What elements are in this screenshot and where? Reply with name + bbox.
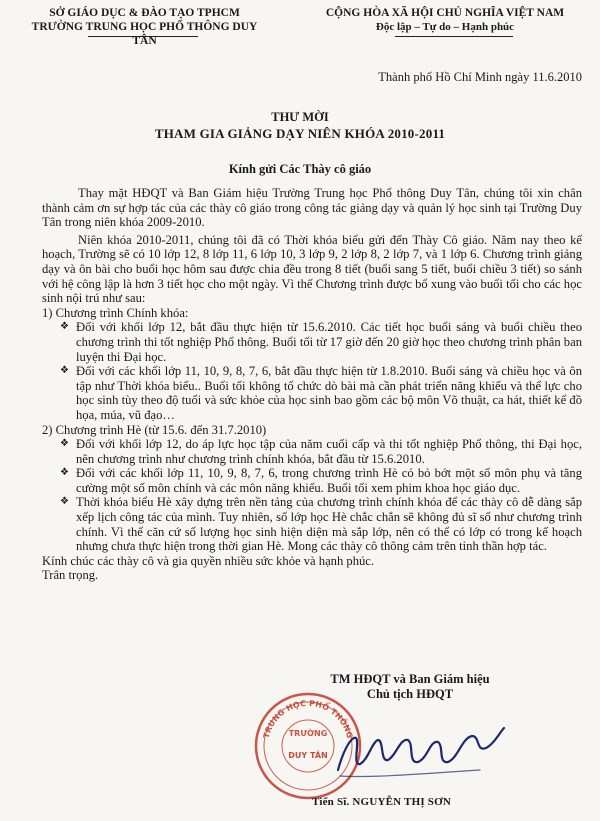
- sender-header: [22, 6, 267, 48]
- letter-body: [42, 186, 582, 583]
- intro-paragraph: Thay mặt HĐQT và Ban Giám hiệu Trường Trung học Phổ thông Duy Tân, chúng tôi xin chân thành cảm ơn sự hợp tác của các thày cô giáo trong công tác giảng dạy và quản lý học sinh tại Trường Duy Tân trong niên khóa 2009-2010.: [42, 186, 582, 230]
- section-1-heading: 1) Chương trình Chính khóa:: [42, 305, 189, 320]
- closing-wishes: Kính chúc các thày cô và gia quyền nhiều sức khỏe và hạnh phúc.: [42, 553, 375, 568]
- seal-school-name: DUY TÂN: [288, 751, 328, 760]
- list-item: ❖ Thời khóa biểu Hè xây dựng trên nền tảng của chương trình chính khóa để các thày cô dễ dàng sắp xếp lịch công tác của mình. Tuy nhiên, số lớp học Hè chắc chắn sẽ không đủ sĩ số như chương trình chính. Vì thế căn cứ số lượng học sinh hiện diện mà sắp lớp, nên có thể có lớp có trong kế hoạch nhưng chưa thực hiện trong thời gian Hè. Mong các thày cô thông cảm trên tinh thần hợp tác.: [60, 495, 582, 553]
- national-title: CỘNG HÒA XÃ HỘI CHỦ NGHĨA VIỆT NAM: [325, 7, 565, 19]
- place-date: Thành phố Hồ Chí Minh ngày 11.6.2010: [378, 70, 582, 84]
- signing-title: Chủ tịch HĐQT: [366, 687, 454, 701]
- sender-school: TRƯỜNG TRUNG HỌC PHỔ THÔNG DUY TÂN: [31, 21, 258, 47]
- seal-top-text: TRUNG HỌC PHỔ THÔNG: [261, 698, 355, 740]
- document-subtitle: THAM GIA GIẢNG DẠY NIÊN KHÓA 2010-2011: [154, 126, 446, 141]
- national-motto: Độc lập – Tự do – Hạnh phúc: [375, 21, 515, 33]
- list-item: ❖ Đối với các khối lớp 11, 10, 9, 8, 7, 6, trong chương trình Hè có bỏ bớt một số môn phụ và tăng cường một số môn chính và các môn năng khiếu. Buổi tối xem phim khoa học giáo dục.: [60, 466, 582, 495]
- header-left-divider: [88, 36, 198, 37]
- header-right-divider: [395, 36, 513, 37]
- signing-authority: TM HĐQT và Ban Giám hiệu: [330, 672, 490, 686]
- sender-department: SỞ GIÁO DỤC & ĐÀO TẠO TPHCM: [49, 7, 240, 19]
- list-item: ❖ Đối với các khối lớp 11, 10, 9, 8, 7, 6, bắt đầu thực hiện từ 1.8.2010. Buổi sáng và chiều học và ôn tập như Thời khóa biểu.. Buổi tối không tổ chức dò bài mà cần phát triển năng khiếu và thể lực cho học sinh tùy theo độ tuổi và sức khỏe của học sinh bao gồm các bộ môn Võ thuật, ca hát, thiết kế đồ họa, múa, vũ đạo…: [60, 364, 582, 422]
- handwritten-signature: [330, 718, 510, 788]
- document-title: THƯ MỜI: [271, 110, 329, 124]
- list-item: ❖ Đối với khối lớp 12, do áp lực học tập của năm cuối cấp và thi tốt nghiệp Phổ thông, thi Đại học, nên chương trình như chương trình chính khóa, bắt đầu từ 15.6.2010.: [60, 437, 582, 466]
- section-2-list: [42, 437, 582, 554]
- seal-label: TRƯỜNG: [288, 729, 328, 738]
- section-2-heading: 2) Chương trình Hè (từ 15.6. đến 31.7.2010): [42, 422, 267, 437]
- plan-paragraph: Niên khóa 2010-2011, chúng tôi đã có Thời khóa biểu gửi đến Thày Cô giáo. Năm nay theo kế hoạch, Trường sẽ có 10 lớp 12, 8 lớp 11, 6 lớp 10, 3 lớp 9, 2 lớp 8, 2 lớp 7, và 1 lớp 6. Chương trình giảng dạy và ôn bài cho buổi học hôm sau được chia đều trong 8 tiết (buổi sang 5 tiết, buổi chiều 3 tiết) so sánh với hệ công lập là hơn 3 tiết học cho một ngày. Vì thế Chương trình được bổ xung vào buổi tối cho các học sinh nội trú như sau:: [42, 232, 582, 306]
- signer-name: Tiến Sĩ. NGUYỄN THỊ SƠN: [312, 796, 451, 808]
- closing-regards: Trân trọng.: [42, 568, 99, 583]
- national-header: [300, 6, 590, 34]
- section-1-list: [42, 320, 582, 422]
- list-item: ❖ Đối với khối lớp 12, bắt đầu thực hiện từ 15.6.2010. Các tiết học buổi sáng và buổi chiều theo chương trình thi tốt nghiệp Phổ thông. Buổi tối từ 17 giờ đến 20 giờ học theo chương trình phân ban luyện thi Đại học.: [60, 320, 582, 364]
- greeting: Kính gửi Các Thày cô giáo: [228, 162, 372, 176]
